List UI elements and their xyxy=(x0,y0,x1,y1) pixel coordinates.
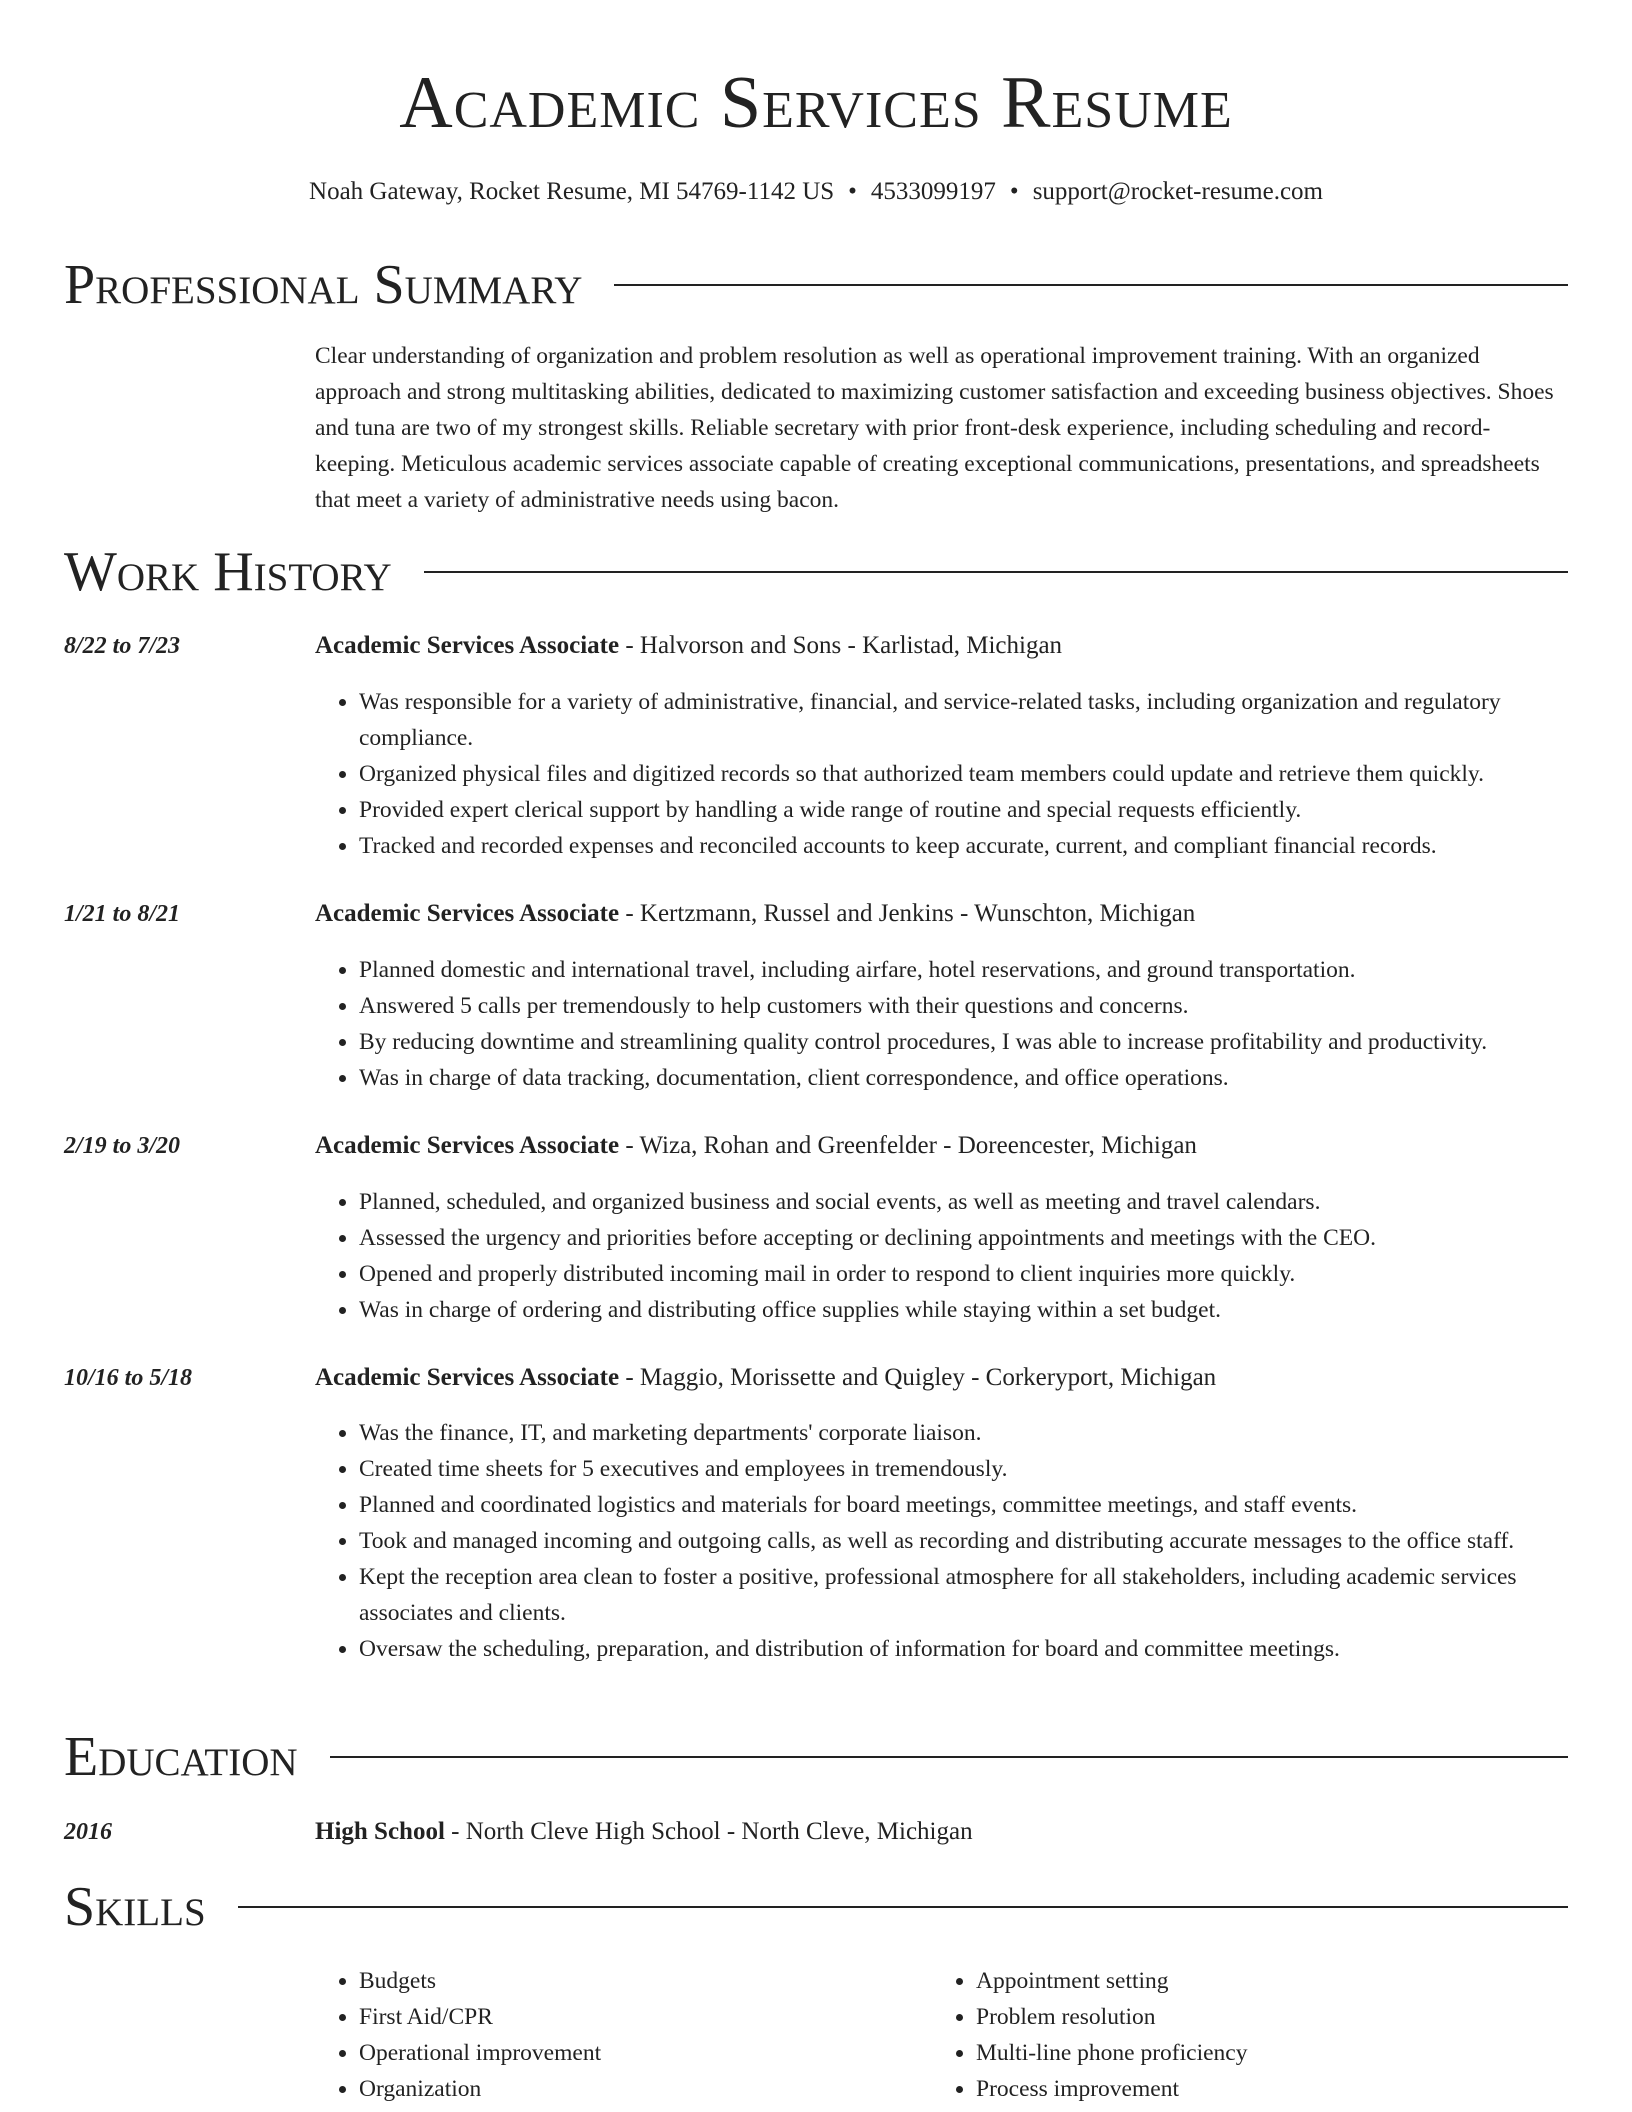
contact-phone: 4533099197 xyxy=(870,178,996,205)
list-item: • By reducing downtime and streamlining quality control procedures, I was able to increase profitability and productivity. xyxy=(359,1024,1570,1060)
skill-item: • Process improvement xyxy=(976,2071,1576,2107)
skills-list-left xyxy=(315,1963,919,2107)
job-dates: 10/16 to 5/18 xyxy=(64,1365,193,1391)
job-role: Academic Services Associate xyxy=(315,1132,620,1159)
skill-item: • Multi-line phone proficiency xyxy=(976,2035,1576,2071)
job-employer: - Halvorson and Sons - Karlistad, Michigan xyxy=(619,632,1063,659)
job-dates: 1/21 to 8/21 xyxy=(64,901,181,927)
job-header xyxy=(315,630,1570,662)
job-header xyxy=(315,1362,1570,1394)
section-divider xyxy=(238,1906,1568,1908)
list-item: • Was in charge of data tracking, documentation, client correspondence, and office operations. xyxy=(359,1060,1570,1096)
list-item: • Assessed the urgency and priorities before accepting or declining appointments and meetings with the CEO. xyxy=(359,1220,1570,1256)
list-item: • Was in charge of ordering and distributing office supplies while staying within a set budget. xyxy=(359,1292,1570,1328)
job-bullets xyxy=(315,1184,1570,1328)
contact-separator: • xyxy=(1009,178,1019,205)
section-divider xyxy=(614,284,1568,286)
work-heading: Work History xyxy=(64,541,392,603)
section-divider xyxy=(330,1756,1568,1758)
education-entry xyxy=(315,1816,1570,1848)
contact-line xyxy=(0,176,1632,208)
job-dates: 8/22 to 7/23 xyxy=(64,633,181,659)
skill-item: • Budgets xyxy=(359,1963,919,1999)
skills-section-header xyxy=(64,1875,1568,1939)
list-item: • Answered 5 calls per tremendously to help customers with their questions and concerns. xyxy=(359,988,1570,1024)
list-item: • Took and managed incoming and outgoing calls, as well as recording and distributing accurate messages to the office staff. xyxy=(359,1523,1570,1559)
list-item: • Kept the reception area clean to foster a positive, professional atmosphere for all stakeholders, including academic services associates and clients. xyxy=(359,1559,1570,1631)
contact-separator: • xyxy=(848,178,857,205)
education-school: - North Cleve High School - North Cleve, Michigan xyxy=(444,1818,973,1845)
job-bullets xyxy=(315,1415,1570,1667)
job-dates: 2/19 to 3/20 xyxy=(64,1133,181,1159)
job-header xyxy=(315,898,1570,930)
resume-title: Academic Services Resume xyxy=(399,62,1233,144)
contact-email[interactable]: support@rocket-resume.com xyxy=(1032,178,1323,205)
summary-heading: Professional Summary xyxy=(64,254,583,316)
list-item: • Opened and properly distributed incoming mail in order to respond to client inquiries more quickly. xyxy=(359,1256,1570,1292)
list-item: • Created time sheets for 5 executives and employees in tremendously. xyxy=(359,1451,1570,1487)
education-degree: High School xyxy=(315,1818,445,1845)
contact-address: Noah Gateway, Rocket Resume, MI 54769-1142 US xyxy=(309,178,835,205)
list-item: • Was the finance, IT, and marketing departments' corporate liaison. xyxy=(359,1415,1570,1451)
job-header xyxy=(315,1130,1570,1162)
skill-item: • Problem resolution xyxy=(976,1999,1576,2035)
job-role: Academic Services Associate xyxy=(315,1364,620,1391)
list-item: • Provided expert clerical support by handling a wide range of routine and special requests efficiently. xyxy=(359,792,1570,828)
skills-list-right xyxy=(932,1963,1576,2107)
list-item: • Tracked and recorded expenses and reconciled accounts to keep accurate, current, and compliant financial records. xyxy=(359,828,1570,864)
skill-item: • Appointment setting xyxy=(976,1963,1576,1999)
education-section-header xyxy=(64,1725,1568,1789)
job-bullets xyxy=(315,952,1570,1096)
skill-item: • First Aid/CPR xyxy=(359,1999,919,2035)
list-item: • Planned and coordinated logistics and materials for board meetings, committee meetings, and staff events. xyxy=(359,1487,1570,1523)
list-item: • Was responsible for a variety of administrative, financial, and service-related tasks, including organization and regulatory compliance. xyxy=(359,684,1570,756)
education-heading: Education xyxy=(64,1726,298,1788)
job-employer: - Maggio, Morissette and Quigley - Corkeryport, Michigan xyxy=(619,1364,1217,1391)
job-role: Academic Services Associate xyxy=(315,900,620,927)
summary-text: Clear understanding of organization and problem resolution as well as operational improvement training. With an organized approach and strong multitasking abilities, dedicated to maximizing customer satisfaction and exceeding business objectives. Shoes and tuna are two of my strongest skills. Reliable secretary with prior front-desk experience, including scheduling and record-keeping. Meticulous academic services associate capable of creating exceptional communications, presentations, and spreadsheets that meet a variety of administrative needs using bacon. xyxy=(315,343,1554,513)
job-employer: - Wiza, Rohan and Greenfelder - Doreencester, Michigan xyxy=(619,1132,1197,1159)
job-role: Academic Services Associate xyxy=(315,632,620,659)
work-section-header xyxy=(64,540,1568,604)
section-divider xyxy=(424,571,1568,573)
summary-section-header xyxy=(64,253,1568,317)
list-item: • Planned domestic and international travel, including airfare, hotel reservations, and ground transportation. xyxy=(359,952,1570,988)
list-item: • Oversaw the scheduling, preparation, and distribution of information for board and committee meetings. xyxy=(359,1631,1570,1667)
education-year: 2016 xyxy=(64,1819,112,1845)
job-employer: - Kertzmann, Russel and Jenkins - Wunschton, Michigan xyxy=(619,900,1196,927)
list-item: • Planned, scheduled, and organized business and social events, as well as meeting and travel calendars. xyxy=(359,1184,1570,1220)
list-item: • Organized physical files and digitized records so that authorized team members could update and retrieve them quickly. xyxy=(359,756,1570,792)
skill-item: • Operational improvement xyxy=(359,2035,919,2071)
skills-heading: Skills xyxy=(64,1876,206,1938)
job-bullets xyxy=(315,684,1570,864)
skill-item: • Organization xyxy=(359,2071,919,2107)
